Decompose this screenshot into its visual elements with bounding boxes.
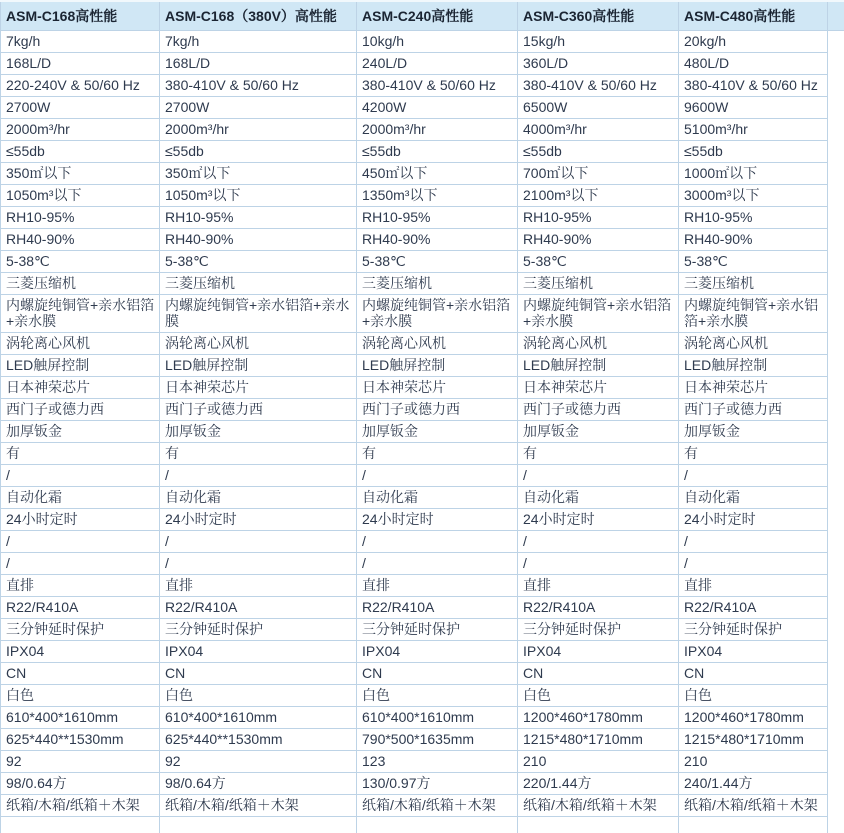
spec-cell: 7kg/h xyxy=(1,31,160,53)
spec-cell: 白色 xyxy=(1,685,160,707)
spec-cell: 5-38℃ xyxy=(160,251,357,273)
spec-cell: 三菱压缩机 xyxy=(518,273,679,295)
cut-column-cell xyxy=(828,773,844,795)
spec-cell: 白色 xyxy=(357,685,518,707)
spec-cell: 三菱压缩机 xyxy=(679,273,828,295)
spec-cell: 西门子或德力西 xyxy=(160,399,357,421)
cut-column-cell xyxy=(828,207,844,229)
column-header: ASM-C480高性能 xyxy=(679,1,828,31)
spec-cell: 1200*460*1780mm xyxy=(518,707,679,729)
spec-cell: 625*440**1530mm xyxy=(160,729,357,751)
spec-cell xyxy=(160,817,357,833)
spec-cell: CN xyxy=(518,663,679,685)
cut-column-cell xyxy=(828,399,844,421)
table-row xyxy=(1,487,844,509)
table-row xyxy=(1,619,844,641)
spec-cell: 24小时定时 xyxy=(1,509,160,531)
cut-column-cell xyxy=(828,685,844,707)
table-row xyxy=(1,333,844,355)
spec-cell: 纸箱/木箱/纸箱＋木架 xyxy=(679,795,828,817)
spec-cell: 5-38℃ xyxy=(518,251,679,273)
spec-cell: 4200W xyxy=(357,97,518,119)
cut-column-cell xyxy=(828,553,844,575)
table-row xyxy=(1,97,844,119)
spec-cell: 350㎡以下 xyxy=(1,163,160,185)
cut-column-cell xyxy=(828,295,844,333)
spec-cell: / xyxy=(679,465,828,487)
spec-cell: RH10-95% xyxy=(1,207,160,229)
spec-cell: 610*400*1610mm xyxy=(1,707,160,729)
spec-cell: / xyxy=(518,553,679,575)
spec-cell: 内螺旋纯铜管+亲水铝箔+亲水膜 xyxy=(160,295,357,333)
spec-cell: 三分钟延时保护 xyxy=(518,619,679,641)
table-row xyxy=(1,597,844,619)
spec-cell: ≤55db xyxy=(160,141,357,163)
cut-column-cell xyxy=(828,817,844,833)
spec-cell: RH40-90% xyxy=(160,229,357,251)
spec-cell: 三分钟延时保护 xyxy=(679,619,828,641)
spec-cell: 24小时定时 xyxy=(679,509,828,531)
table-row xyxy=(1,663,844,685)
table-row xyxy=(1,509,844,531)
table-row xyxy=(1,185,844,207)
spec-cell: 纸箱/木箱/纸箱＋木架 xyxy=(1,795,160,817)
table-row xyxy=(1,251,844,273)
spec-cell: 123 xyxy=(357,751,518,773)
spec-cell xyxy=(1,817,160,833)
spec-cell: 西门子或德力西 xyxy=(518,399,679,421)
spec-cell: 240/1.44方 xyxy=(679,773,828,795)
table-row xyxy=(1,531,844,553)
cut-column-cell xyxy=(828,575,844,597)
spec-cell: 有 xyxy=(160,443,357,465)
cut-column-cell xyxy=(828,531,844,553)
spec-cell: CN xyxy=(1,663,160,685)
spec-cell: 2100m³以下 xyxy=(518,185,679,207)
spec-cell: 自动化霜 xyxy=(518,487,679,509)
spec-cell: 直排 xyxy=(160,575,357,597)
spec-cell: 350㎡以下 xyxy=(160,163,357,185)
cut-column-cell xyxy=(828,355,844,377)
table-row xyxy=(1,443,844,465)
cut-column-cell xyxy=(828,229,844,251)
spec-cell: 9600W xyxy=(679,97,828,119)
table-row xyxy=(1,377,844,399)
spec-cell: / xyxy=(160,553,357,575)
spec-cell: ≤55db xyxy=(357,141,518,163)
spec-cell: 240L/D xyxy=(357,53,518,75)
spec-cell: 加厚钣金 xyxy=(518,421,679,443)
spec-cell: 内螺旋纯铜管+亲水铝箔+亲水膜 xyxy=(518,295,679,333)
spec-cell: / xyxy=(160,531,357,553)
spec-cell: 西门子或德力西 xyxy=(357,399,518,421)
spec-cell: 直排 xyxy=(1,575,160,597)
spec-cell: 内螺旋纯铜管+亲水铝箔+亲水膜 xyxy=(357,295,518,333)
cut-column-cell xyxy=(828,619,844,641)
spec-cell: 10kg/h xyxy=(357,31,518,53)
spec-cell xyxy=(518,817,679,833)
spec-cell: 1050m³以下 xyxy=(160,185,357,207)
spec-cell: 220/1.44方 xyxy=(518,773,679,795)
column-header: ASM-C168（380V）高性能 xyxy=(160,1,357,31)
table-row xyxy=(1,295,844,333)
spec-cell: 直排 xyxy=(679,575,828,597)
cut-column-cell xyxy=(828,75,844,97)
spec-cell: 168L/D xyxy=(1,53,160,75)
spec-cell: 加厚钣金 xyxy=(357,421,518,443)
cut-column-cell xyxy=(828,707,844,729)
spec-cell: 5-38℃ xyxy=(1,251,160,273)
spec-cell: IPX04 xyxy=(160,641,357,663)
spec-cell: RH40-90% xyxy=(1,229,160,251)
spec-cell: 加厚钣金 xyxy=(679,421,828,443)
cut-column-cell xyxy=(828,53,844,75)
spec-cell: 2000m³/hr xyxy=(160,119,357,141)
spec-cell: 2700W xyxy=(1,97,160,119)
spec-cell: 790*500*1635mm xyxy=(357,729,518,751)
spec-cell: 加厚钣金 xyxy=(1,421,160,443)
spec-cell: 有 xyxy=(1,443,160,465)
spec-cell: 4000m³/hr xyxy=(518,119,679,141)
spec-cell: 700㎡以下 xyxy=(518,163,679,185)
spec-cell: 1215*480*1710mm xyxy=(679,729,828,751)
cut-column-cell xyxy=(828,377,844,399)
spec-cell: 3000m³以下 xyxy=(679,185,828,207)
spec-cell: 480L/D xyxy=(679,53,828,75)
cut-column-cell xyxy=(828,185,844,207)
spec-cell: 2000m³/hr xyxy=(1,119,160,141)
spec-cell: LED触屏控制 xyxy=(679,355,828,377)
spec-cell: 有 xyxy=(518,443,679,465)
spec-cell: IPX04 xyxy=(679,641,828,663)
table-row xyxy=(1,773,844,795)
spec-cell: 1215*480*1710mm xyxy=(518,729,679,751)
spec-cell: 24小时定时 xyxy=(518,509,679,531)
table-row xyxy=(1,795,844,817)
spec-cell: / xyxy=(160,465,357,487)
spec-cell: / xyxy=(1,531,160,553)
spec-cell: / xyxy=(357,553,518,575)
cut-column-cell xyxy=(828,597,844,619)
cut-column-cell xyxy=(828,795,844,817)
cut-column-cell xyxy=(828,251,844,273)
table-row xyxy=(1,575,844,597)
spec-cell: LED触屏控制 xyxy=(1,355,160,377)
cut-column-header xyxy=(828,1,844,31)
spec-cell: 白色 xyxy=(160,685,357,707)
spec-cell: 纸箱/木箱/纸箱＋木架 xyxy=(357,795,518,817)
spec-cell: 24小时定时 xyxy=(160,509,357,531)
spec-cell: 210 xyxy=(679,751,828,773)
cut-column-cell xyxy=(828,119,844,141)
spec-cell: / xyxy=(357,465,518,487)
spec-cell: 涡轮离心风机 xyxy=(679,333,828,355)
spec-cell xyxy=(357,817,518,833)
table-row xyxy=(1,229,844,251)
spec-cell: 三分钟延时保护 xyxy=(160,619,357,641)
cut-column-cell xyxy=(828,465,844,487)
table-row xyxy=(1,707,844,729)
spec-cell: 380-410V & 50/60 Hz xyxy=(518,75,679,97)
spec-cell: / xyxy=(518,465,679,487)
table-row xyxy=(1,817,844,833)
spec-cell: R22/R410A xyxy=(160,597,357,619)
spec-cell: 610*400*1610mm xyxy=(160,707,357,729)
table-row xyxy=(1,31,844,53)
spec-cell: 1050m³以下 xyxy=(1,185,160,207)
spec-cell: R22/R410A xyxy=(518,597,679,619)
cut-column-cell xyxy=(828,443,844,465)
cut-column-cell xyxy=(828,729,844,751)
spec-cell: RH10-95% xyxy=(160,207,357,229)
spec-cell: RH40-90% xyxy=(357,229,518,251)
table-row xyxy=(1,641,844,663)
spec-cell: 380-410V & 50/60 Hz xyxy=(357,75,518,97)
spec-cell: 2000m³/hr xyxy=(357,119,518,141)
spec-cell: 日本神荣芯片 xyxy=(518,377,679,399)
spec-cell: / xyxy=(357,531,518,553)
spec-cell: / xyxy=(1,465,160,487)
spec-cell: LED触屏控制 xyxy=(160,355,357,377)
spec-cell: 加厚钣金 xyxy=(160,421,357,443)
spec-cell: CN xyxy=(357,663,518,685)
spec-cell: 西门子或德力西 xyxy=(679,399,828,421)
cut-column-cell xyxy=(828,487,844,509)
spec-cell: 92 xyxy=(160,751,357,773)
spec-cell: RH10-95% xyxy=(679,207,828,229)
spec-cell: 1000㎡以下 xyxy=(679,163,828,185)
spec-cell: R22/R410A xyxy=(1,597,160,619)
spec-cell: 210 xyxy=(518,751,679,773)
spec-cell: 自动化霜 xyxy=(357,487,518,509)
table-row xyxy=(1,207,844,229)
spec-cell: 日本神荣芯片 xyxy=(160,377,357,399)
spec-cell: 5-38℃ xyxy=(679,251,828,273)
spec-cell: IPX04 xyxy=(518,641,679,663)
spec-cell xyxy=(679,817,828,833)
spec-cell: R22/R410A xyxy=(679,597,828,619)
spec-cell: 涡轮离心风机 xyxy=(1,333,160,355)
spec-cell: 涡轮离心风机 xyxy=(357,333,518,355)
spec-cell: 西门子或德力西 xyxy=(1,399,160,421)
table-row xyxy=(1,53,844,75)
cut-column-cell xyxy=(828,141,844,163)
cut-column-cell xyxy=(828,333,844,355)
spec-cell: 日本神荣芯片 xyxy=(357,377,518,399)
table-row xyxy=(1,421,844,443)
table-row xyxy=(1,75,844,97)
header-row xyxy=(1,1,844,31)
spec-cell: RH10-95% xyxy=(357,207,518,229)
spec-cell: 24小时定时 xyxy=(357,509,518,531)
spec-cell: CN xyxy=(160,663,357,685)
column-header: ASM-C360高性能 xyxy=(518,1,679,31)
spec-cell: 白色 xyxy=(679,685,828,707)
cut-column-cell xyxy=(828,641,844,663)
cut-column-cell xyxy=(828,421,844,443)
table-row xyxy=(1,163,844,185)
cut-column-cell xyxy=(828,509,844,531)
spec-cell: IPX04 xyxy=(357,641,518,663)
spec-cell: 内螺旋纯铜管+亲水铝箔+亲水膜 xyxy=(1,295,160,333)
spec-cell: 1350m³以下 xyxy=(357,185,518,207)
cut-column-cell xyxy=(828,751,844,773)
spec-cell: 三分钟延时保护 xyxy=(1,619,160,641)
spec-cell: 日本神荣芯片 xyxy=(679,377,828,399)
cut-column-cell xyxy=(828,163,844,185)
table-row xyxy=(1,273,844,295)
spec-cell: ≤55db xyxy=(518,141,679,163)
spec-cell: 涡轮离心风机 xyxy=(160,333,357,355)
table-row xyxy=(1,355,844,377)
table-row xyxy=(1,751,844,773)
spec-cell: 日本神荣芯片 xyxy=(1,377,160,399)
spec-cell: 自动化霜 xyxy=(160,487,357,509)
spec-cell: 98/0.64方 xyxy=(1,773,160,795)
spec-cell: 三菱压缩机 xyxy=(1,273,160,295)
spec-cell: RH40-90% xyxy=(679,229,828,251)
spec-cell: 380-410V & 50/60 Hz xyxy=(679,75,828,97)
spec-cell: 92 xyxy=(1,751,160,773)
spec-cell: 98/0.64方 xyxy=(160,773,357,795)
spec-cell: 6500W xyxy=(518,97,679,119)
table-row xyxy=(1,141,844,163)
spec-cell: 450㎡以下 xyxy=(357,163,518,185)
spec-cell: 三菱压缩机 xyxy=(160,273,357,295)
spec-cell: 380-410V & 50/60 Hz xyxy=(160,75,357,97)
spec-cell: 自动化霜 xyxy=(1,487,160,509)
spec-cell: CN xyxy=(679,663,828,685)
spec-cell: 三菱压缩机 xyxy=(357,273,518,295)
spec-cell: ≤55db xyxy=(679,141,828,163)
spec-cell: 360L/D xyxy=(518,53,679,75)
spec-cell: 625*440**1530mm xyxy=(1,729,160,751)
cut-column-cell xyxy=(828,31,844,53)
spec-cell: 内螺旋纯铜管+亲水铝箔+亲水膜 xyxy=(679,295,828,333)
spec-cell: RH40-90% xyxy=(518,229,679,251)
spec-cell: 5100m³/hr xyxy=(679,119,828,141)
cut-column-cell xyxy=(828,273,844,295)
spec-cell: ≤55db xyxy=(1,141,160,163)
spec-cell: 自动化霜 xyxy=(679,487,828,509)
spec-cell: 5-38℃ xyxy=(357,251,518,273)
spec-cell: / xyxy=(1,553,160,575)
cut-column-cell xyxy=(828,97,844,119)
spec-cell: 直排 xyxy=(518,575,679,597)
spec-cell: RH10-95% xyxy=(518,207,679,229)
table-row xyxy=(1,465,844,487)
spec-cell: 20kg/h xyxy=(679,31,828,53)
spec-cell: / xyxy=(679,553,828,575)
spec-cell: 2700W xyxy=(160,97,357,119)
spec-cell: 纸箱/木箱/纸箱＋木架 xyxy=(518,795,679,817)
spec-cell: 涡轮离心风机 xyxy=(518,333,679,355)
spec-cell: LED触屏控制 xyxy=(518,355,679,377)
spec-cell: 15kg/h xyxy=(518,31,679,53)
table-row xyxy=(1,729,844,751)
spec-cell: 直排 xyxy=(357,575,518,597)
spec-cell: 三分钟延时保护 xyxy=(357,619,518,641)
column-header: ASM-C168高性能 xyxy=(1,1,160,31)
spec-cell: 有 xyxy=(679,443,828,465)
cut-column-cell xyxy=(828,663,844,685)
spec-cell: 白色 xyxy=(518,685,679,707)
spec-cell: / xyxy=(518,531,679,553)
table-row xyxy=(1,119,844,141)
column-header: ASM-C240高性能 xyxy=(357,1,518,31)
spec-cell: / xyxy=(679,531,828,553)
spec-cell: 220-240V & 50/60 Hz xyxy=(1,75,160,97)
spec-cell: 610*400*1610mm xyxy=(357,707,518,729)
spec-cell: 130/0.97方 xyxy=(357,773,518,795)
spec-cell: 1200*460*1780mm xyxy=(679,707,828,729)
spec-cell: 7kg/h xyxy=(160,31,357,53)
spec-cell: 有 xyxy=(357,443,518,465)
spec-cell: R22/R410A xyxy=(357,597,518,619)
spec-cell: LED触屏控制 xyxy=(357,355,518,377)
spec-cell: IPX04 xyxy=(1,641,160,663)
table-row xyxy=(1,685,844,707)
spec-cell: 纸箱/木箱/纸箱＋木架 xyxy=(160,795,357,817)
table-row xyxy=(1,399,844,421)
table-row xyxy=(1,553,844,575)
spec-cell: 168L/D xyxy=(160,53,357,75)
table-body xyxy=(1,31,844,833)
